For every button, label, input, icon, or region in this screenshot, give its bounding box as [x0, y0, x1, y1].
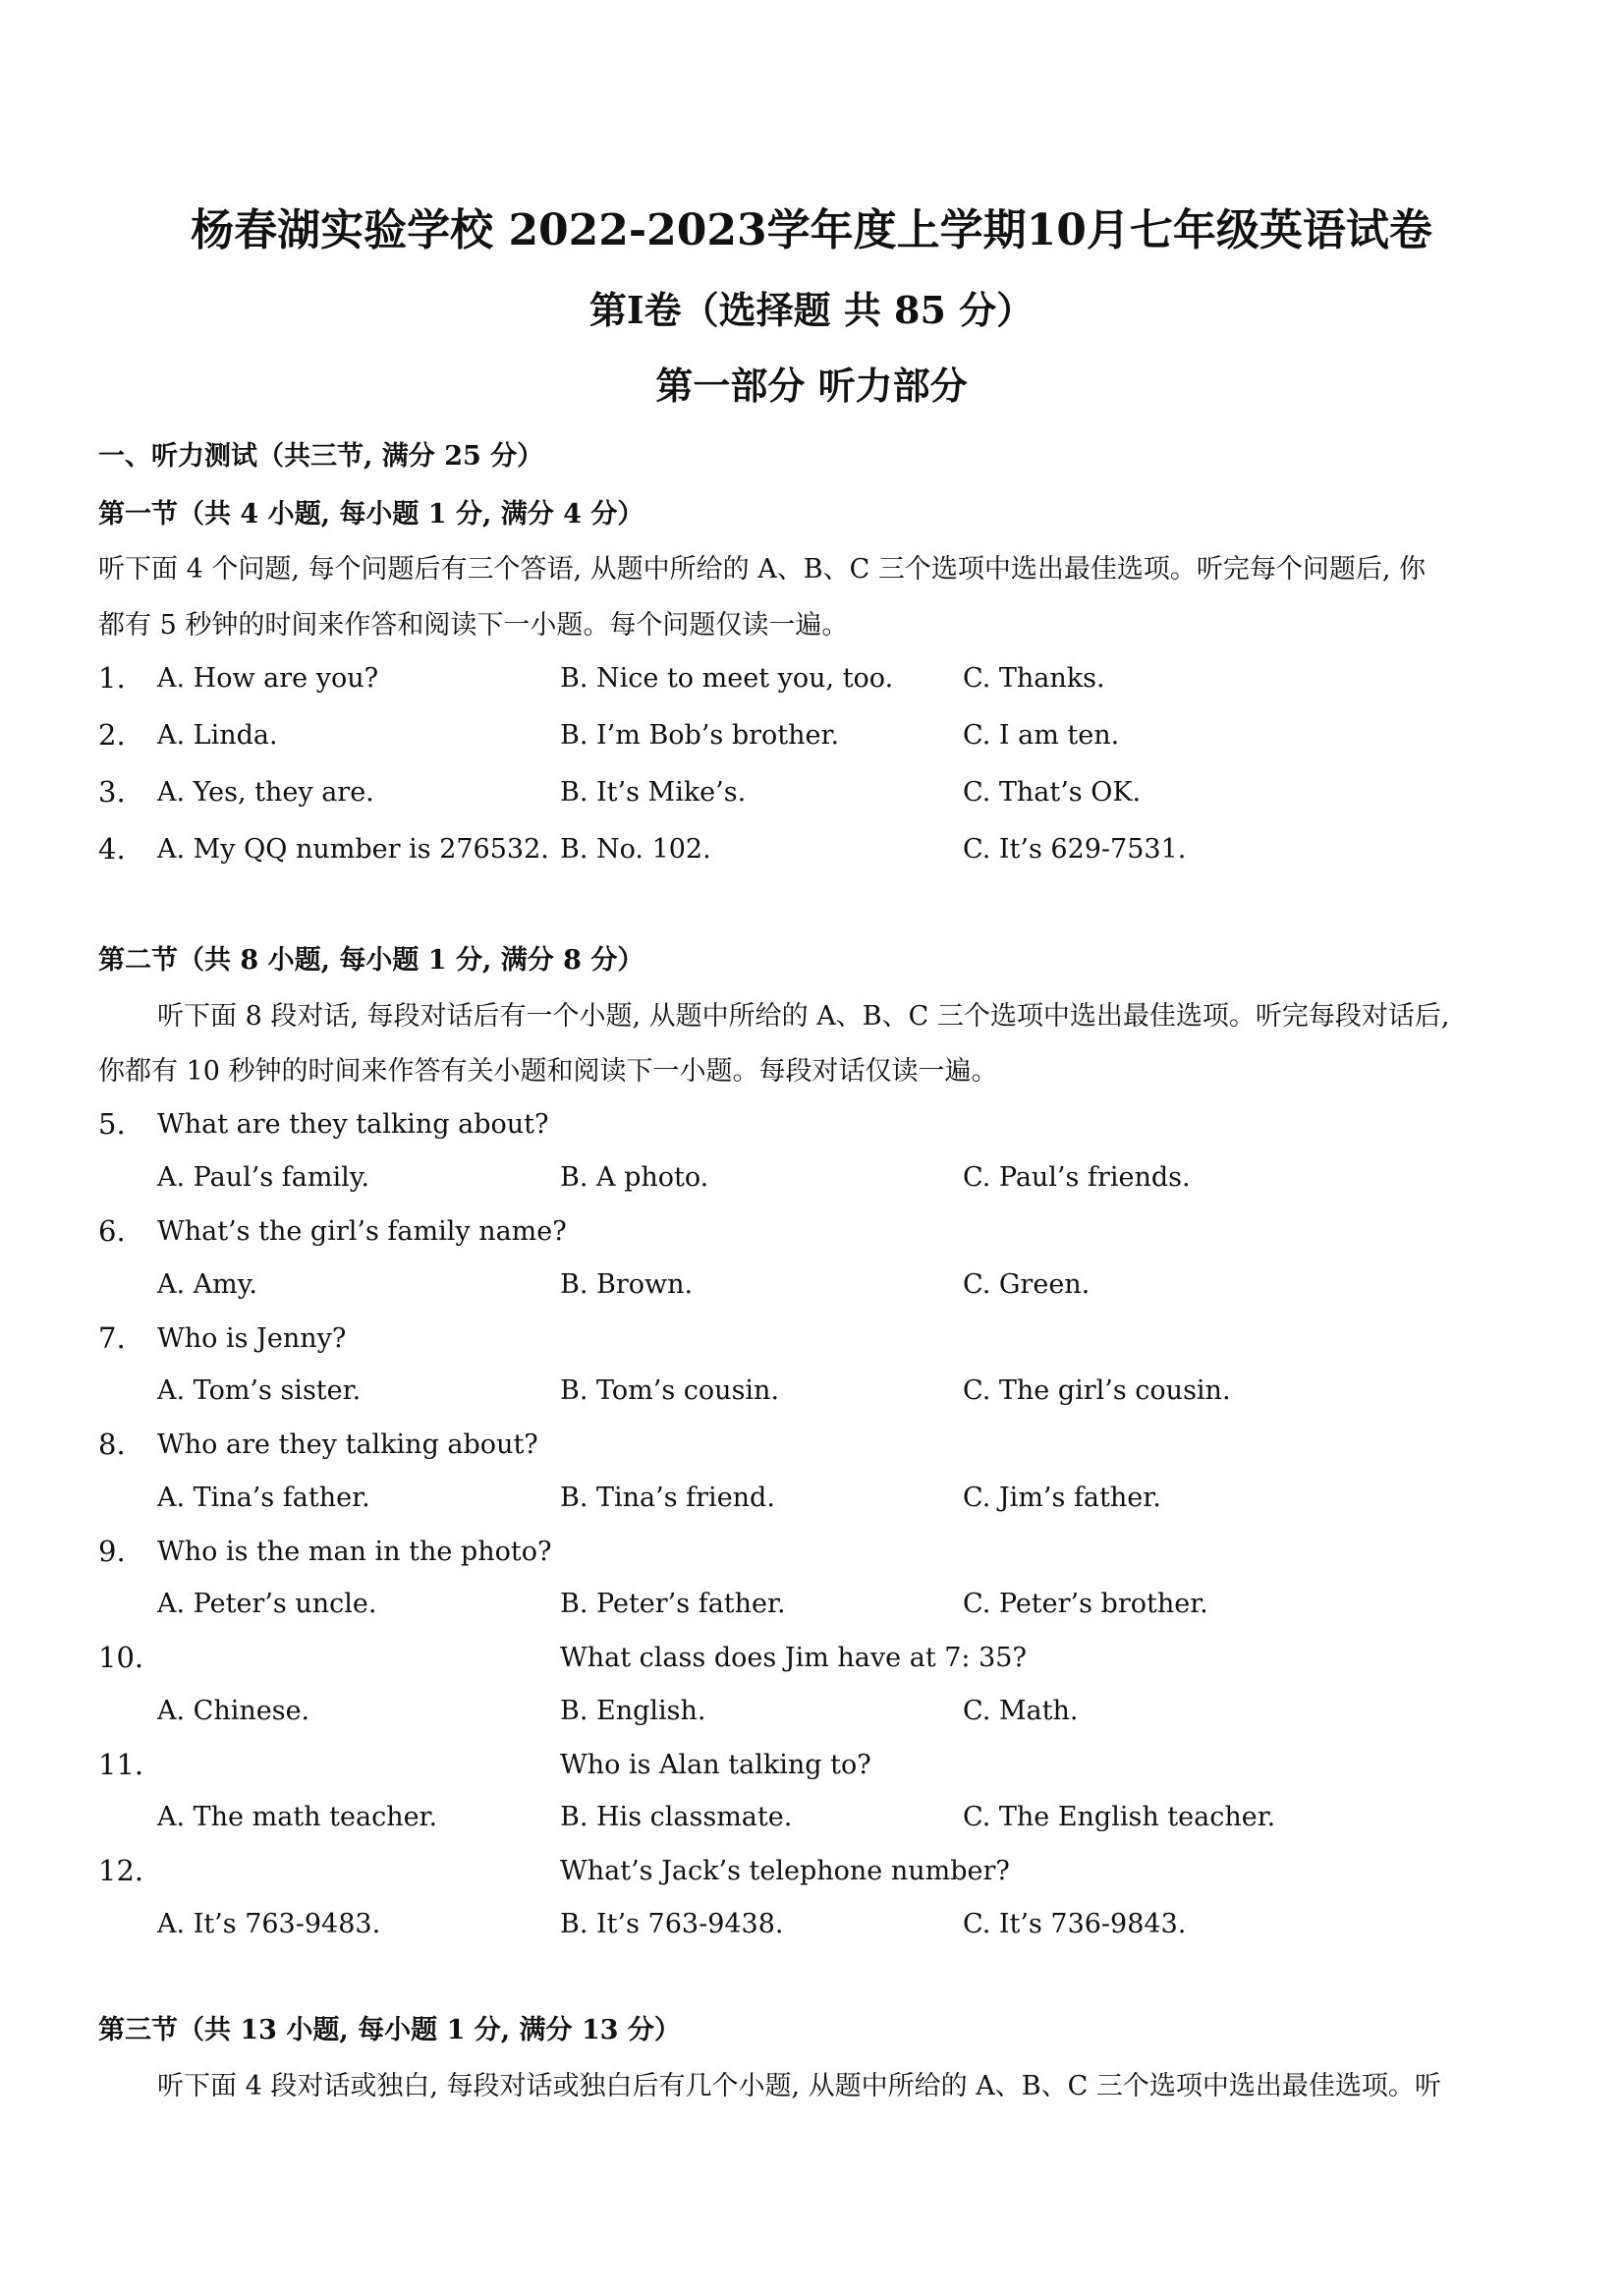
question-number: 3. [98, 775, 126, 809]
section2-heading: 第二节（共 8 小题, 每小题 1 分, 满分 8 分） [98, 945, 644, 976]
section1-heading: 第一节（共 4 小题, 每小题 1 分, 满分 4 分） [98, 499, 644, 530]
question-text: Who is Alan talking to? [560, 1750, 871, 1780]
option-c: C. Peter’s brother. [963, 1589, 1208, 1619]
question-number: 8. [98, 1428, 126, 1461]
option-a: A. It’s 763-9483. [157, 1909, 381, 1939]
question-number: 6. [98, 1214, 126, 1248]
option-c: C. That’s OK. [963, 777, 1142, 808]
option-a: A. Tina’s father. [157, 1483, 370, 1513]
question-text: What’s Jack’s telephone number? [560, 1856, 1010, 1886]
section3-heading: 第三节（共 13 小题, 每小题 1 分, 满分 13 分） [98, 2015, 681, 2045]
question-text: Who is Jenny? [157, 1323, 347, 1354]
question-number: 10. [98, 1641, 144, 1674]
section1-instructions-line1: 听下面 4 个问题, 每个问题后有三个答语, 从题中所给的 A、B、C 三个选项中选出最佳选项。听完每个问题后, 你 [98, 554, 1426, 585]
option-a: A. Linda. [157, 720, 278, 751]
option-c: C. Jim’s father. [963, 1483, 1161, 1513]
option-c: C. It’s 736-9843. [963, 1909, 1187, 1939]
option-a: A. Paul’s family. [157, 1162, 369, 1193]
option-b: B. A photo. [560, 1162, 709, 1193]
option-a: A. How are you? [157, 663, 379, 694]
option-b: B. Tina’s friend. [560, 1483, 775, 1513]
option-b: B. No. 102. [560, 834, 711, 865]
option-a: A. Peter’s uncle. [157, 1589, 377, 1619]
question-number: 5. [98, 1107, 126, 1141]
option-c: C. Math. [963, 1696, 1079, 1726]
option-a: A. My QQ number is 276532. [157, 834, 549, 865]
option-c: C. Green. [963, 1269, 1091, 1300]
option-b: B. Tom’s cousin. [560, 1375, 780, 1406]
option-b: B. English. [560, 1696, 706, 1726]
option-c: C. The English teacher. [963, 1802, 1276, 1832]
option-b: B. It’s 763-9438. [560, 1909, 784, 1939]
option-b: B. Brown. [560, 1269, 694, 1300]
option-c: C. It’s 629-7531. [963, 834, 1187, 865]
question-text: What are they talking about? [157, 1109, 549, 1140]
section1-instructions-line2: 都有 5 秒钟的时间来作答和阅读下一小题。每个问题仅读一遍。 [98, 610, 849, 641]
question-text: What class does Jim have at 7: 35? [560, 1643, 1027, 1673]
option-b: B. His classmate. [560, 1802, 793, 1832]
listening-heading: 一、听力测试（共三节, 满分 25 分） [98, 441, 544, 472]
option-b: B. Peter’s father. [560, 1589, 786, 1619]
question-number: 1. [98, 661, 126, 695]
question-number: 4. [98, 832, 126, 866]
option-b: B. I’m Bob’s brother. [560, 720, 840, 751]
option-a: A. Chinese. [157, 1696, 310, 1726]
question-number: 2. [98, 718, 126, 752]
option-c: C. Paul’s friends. [963, 1162, 1191, 1193]
section2-instructions-line2: 你都有 10 秒钟的时间来作答有关小题和阅读下一小题。每段对话仅读一遍。 [98, 1056, 998, 1087]
option-c: C. I am ten. [963, 720, 1120, 751]
question-text: Who is the man in the photo? [157, 1537, 552, 1567]
option-a: A. Amy. [157, 1269, 258, 1300]
option-c: C. The girl’s cousin. [963, 1375, 1231, 1406]
option-a: A. Yes, they are. [157, 777, 374, 808]
exam-title: 杨春湖实验学校 2022-2023学年度上学期10月七年级英语试卷 [191, 205, 1432, 255]
question-number: 11. [98, 1748, 144, 1781]
option-b: B. It’s Mike’s. [560, 777, 747, 808]
section3-instructions-line1: 听下面 4 段对话或独白, 每段对话或独白后有几个小题, 从题中所给的 A、B、C 三个选项中选出最佳选项。听 [157, 2071, 1441, 2101]
question-number: 9. [98, 1535, 126, 1568]
option-a: A. Tom’s sister. [157, 1375, 362, 1406]
part-heading: 第一部分 听力部分 [655, 364, 968, 408]
question-text: Who are they talking about? [157, 1429, 538, 1460]
question-number: 7. [98, 1321, 126, 1355]
section2-instructions-line1: 听下面 8 段对话, 每段对话后有一个小题, 从题中所给的 A、B、C 三个选项中选出最佳选项。听完每段对话后, [157, 1001, 1450, 1032]
question-text: What’s the girl’s family name? [157, 1216, 567, 1247]
option-c: C. Thanks. [963, 663, 1105, 694]
volume-heading: 第Ⅰ卷（选择题 共 85 分） [588, 288, 1035, 332]
option-a: A. The math teacher. [157, 1802, 438, 1832]
option-b: B. Nice to meet you, too. [560, 663, 894, 694]
question-number: 12. [98, 1854, 144, 1887]
